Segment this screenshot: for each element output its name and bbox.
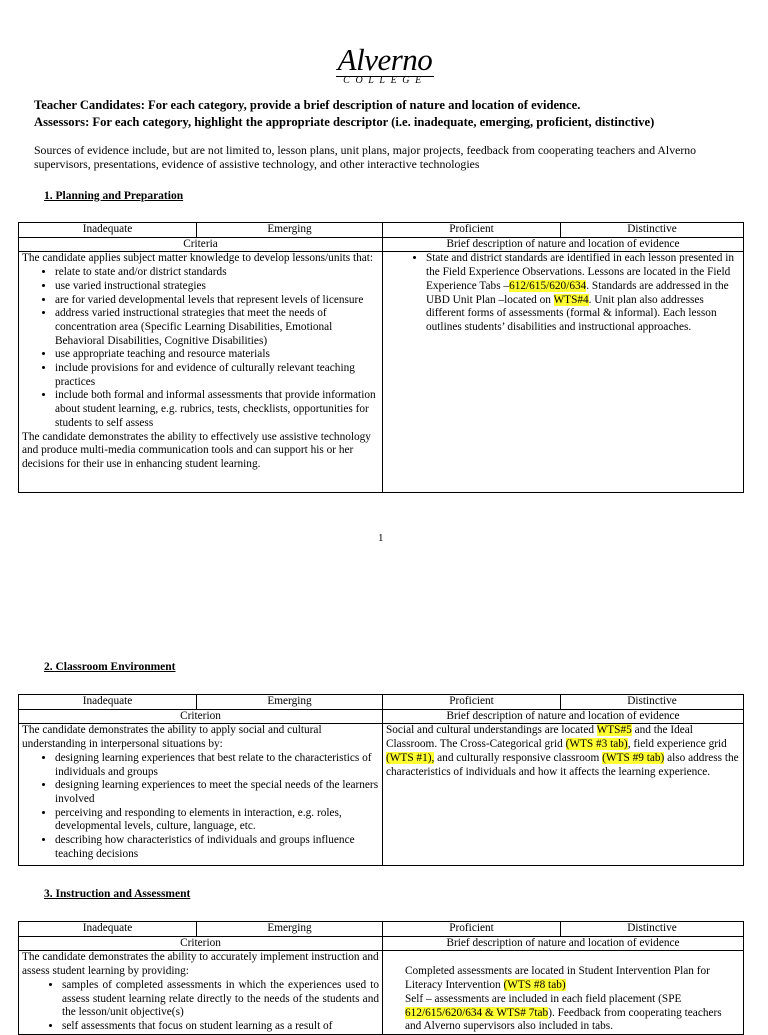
section-title-instruction: 3. Instruction and Assessment: [44, 888, 191, 900]
criteria-list: [22, 752, 379, 862]
level-proficient[interactable]: Proficient: [383, 922, 561, 937]
evidence-header: Brief description of nature and location of evidence: [383, 237, 744, 252]
rubric-table-planning: [18, 222, 744, 493]
evidence-text-part: . Standards are addressed in the UBD Unit Plan –located on: [426, 279, 729, 306]
highlighted-reference: WTS#4: [553, 293, 589, 306]
list-item: • include provisions for and evidence of culturally relevant teaching practices: [55, 362, 379, 389]
criteria-header: Criterion: [19, 936, 383, 951]
list-item: • perceiving and responding to elements in interaction, e.g. roles, developmental levels, culture, language, etc.: [55, 807, 379, 834]
evidence-text-part: . Unit plan also addresses different forms of assessments (formal & informal). Each lesson outlines students’ disabilities and instructional approaches.: [426, 293, 717, 333]
list-item: • include both formal and informal assessments that provide information about student learning, e.g. rubrics, tests, checklists, opportunities for students to self assess: [55, 389, 379, 430]
highlighted-reference: 612/615/620/634: [509, 279, 587, 292]
list-item: • use varied instructional strategies: [55, 280, 379, 294]
evidence-text-part: and the Ideal Classroom. The Cross-Categorical grid: [386, 724, 693, 751]
content-row: [19, 951, 744, 1035]
list-item: • samples of completed assessments in which the experiences used to assess student learning relate directly to the needs of the students and the lesson/unit objective(s): [62, 979, 379, 1020]
criteria-intro: The candidate demonstrates the ability to apply social and cultural understanding in interpersonal situations by:: [22, 724, 322, 751]
level-distinctive[interactable]: Distinctive: [561, 922, 744, 937]
criteria-header: Criterion: [19, 709, 383, 724]
level-row: [19, 695, 744, 710]
evidence-text-part: Self – assessments are included in each field placement (SPE: [405, 992, 682, 1005]
level-emerging[interactable]: Emerging: [197, 922, 383, 937]
highlighted-reference: (WTS #9 tab): [602, 751, 665, 764]
evidence-text-part: also address the characteristics of individuals and how it affects the learning experience.: [386, 751, 739, 778]
evidence-text-part: and culturally responsive classroom: [434, 751, 603, 764]
highlighted-reference: 612/615/620/634 & WTS# 7tab: [405, 1006, 549, 1019]
evidence-text: [426, 252, 740, 334]
sources-of-evidence: Sources of evidence include, but are not limited to, lesson plans, unit plans, major projects, feedback from cooperating teachers and Alverno supervisors, presentations, evidence of assistive technology, and other interactive technologies: [34, 143, 697, 171]
list-item: • use appropriate teaching and resource materials: [55, 348, 379, 362]
list-item: • relate to state and/or district standards: [55, 266, 379, 280]
criteria-cell: [19, 724, 383, 866]
level-distinctive[interactable]: Distinctive: [561, 695, 744, 710]
alverno-logo: Alverno: [337, 42, 433, 77]
level-inadequate[interactable]: Inadequate: [19, 695, 197, 710]
evidence-text-part: Completed assessments are located in Student Intervention Plan for Literacy Intervention: [405, 965, 710, 992]
level-proficient[interactable]: Proficient: [383, 223, 561, 238]
criteria-cell: [19, 951, 383, 1035]
list-item: • designing learning experiences that best relate to the characteristics of individuals and groups: [55, 752, 379, 779]
level-inadequate[interactable]: Inadequate: [19, 922, 197, 937]
alverno-logo-subtitle: COLLEGE: [343, 75, 427, 86]
highlighted-reference: (WTS #3 tab): [565, 738, 628, 751]
criteria-cell: [19, 252, 383, 493]
list-item: • designing learning experiences to meet the special needs of the learners involved: [55, 779, 379, 806]
level-distinctive[interactable]: Distinctive: [561, 223, 744, 238]
section-title-planning: 1. Planning and Preparation: [44, 190, 184, 202]
list-item: • are for varied developmental levels that represent levels of licensure: [55, 294, 379, 308]
evidence-cell[interactable]: [383, 252, 744, 493]
page-number: 1: [378, 532, 384, 544]
criteria-header: Criteria: [19, 237, 383, 252]
evidence-text-part: , field experience grid: [627, 738, 727, 751]
evidence-text-part: ). Feedback from cooperating teachers and Alverno supervisors also included in tabs.: [405, 1006, 722, 1033]
level-row: [19, 922, 744, 937]
list-item: • address varied instructional strategies that meet the needs of concentration area (Specific Learning Disabilities, Emotional Behavioral Disabilities, Cognitive Disabilities): [55, 307, 379, 348]
criteria-list: [22, 979, 379, 1034]
rubric-table-classroom: [18, 694, 744, 866]
rubric-table-instruction: [18, 921, 744, 1035]
header-row: [19, 709, 744, 724]
content-row: [19, 252, 744, 493]
level-row: [19, 223, 744, 238]
header-row: [19, 237, 744, 252]
level-emerging[interactable]: Emerging: [197, 695, 383, 710]
list-item: • describing how characteristics of individuals and groups influence teaching decisions: [55, 834, 379, 861]
content-row: [19, 724, 744, 866]
level-proficient[interactable]: Proficient: [383, 695, 561, 710]
list-item: • self assessments that focus on student learning as a result of: [62, 1020, 379, 1034]
highlighted-reference: (WTS #8 tab): [503, 979, 566, 992]
evidence-header: Brief description of nature and location of evidence: [383, 709, 744, 724]
level-emerging[interactable]: Emerging: [197, 223, 383, 238]
evidence-header: Brief description of nature and location of evidence: [383, 936, 744, 951]
evidence-cell[interactable]: [383, 951, 744, 1035]
highlighted-reference: WTS#5: [596, 724, 632, 737]
highlighted-reference: (WTS #1),: [386, 751, 435, 764]
criteria-intro: The candidate applies subject matter knowledge to develop lessons/units that:: [22, 252, 374, 265]
evidence-text-part: Social and cultural understandings are located: [386, 724, 597, 737]
header-row: [19, 936, 744, 951]
evidence-cell[interactable]: [383, 724, 744, 866]
assessor-instructions: Assessors: For each category, highlight the appropriate descriptor (i.e. inadequate, emerging, proficient, distinctive): [34, 115, 655, 129]
section-title-classroom: 2. Classroom Environment: [44, 661, 176, 673]
level-inadequate[interactable]: Inadequate: [19, 223, 197, 238]
evidence-text-part: State and district standards are identified in each lesson presented in the Field Experience Observations. Lessons are located in the Field Experience Tabs –: [426, 252, 735, 292]
evidence-list: [386, 252, 740, 334]
criteria-list: [22, 266, 379, 430]
criteria-intro: The candidate demonstrates the ability to accurately implement instruction and assess student learning by providing:: [22, 951, 379, 978]
criteria-outro: The candidate demonstrates the ability to effectively use assistive technology and produce multi-media communication tools and can support his or her decisions for their use in enhancing student learning.: [22, 430, 371, 470]
teacher-instructions: Teacher Candidates: For each category, provide a brief description of nature and location of evidence.: [34, 98, 581, 112]
